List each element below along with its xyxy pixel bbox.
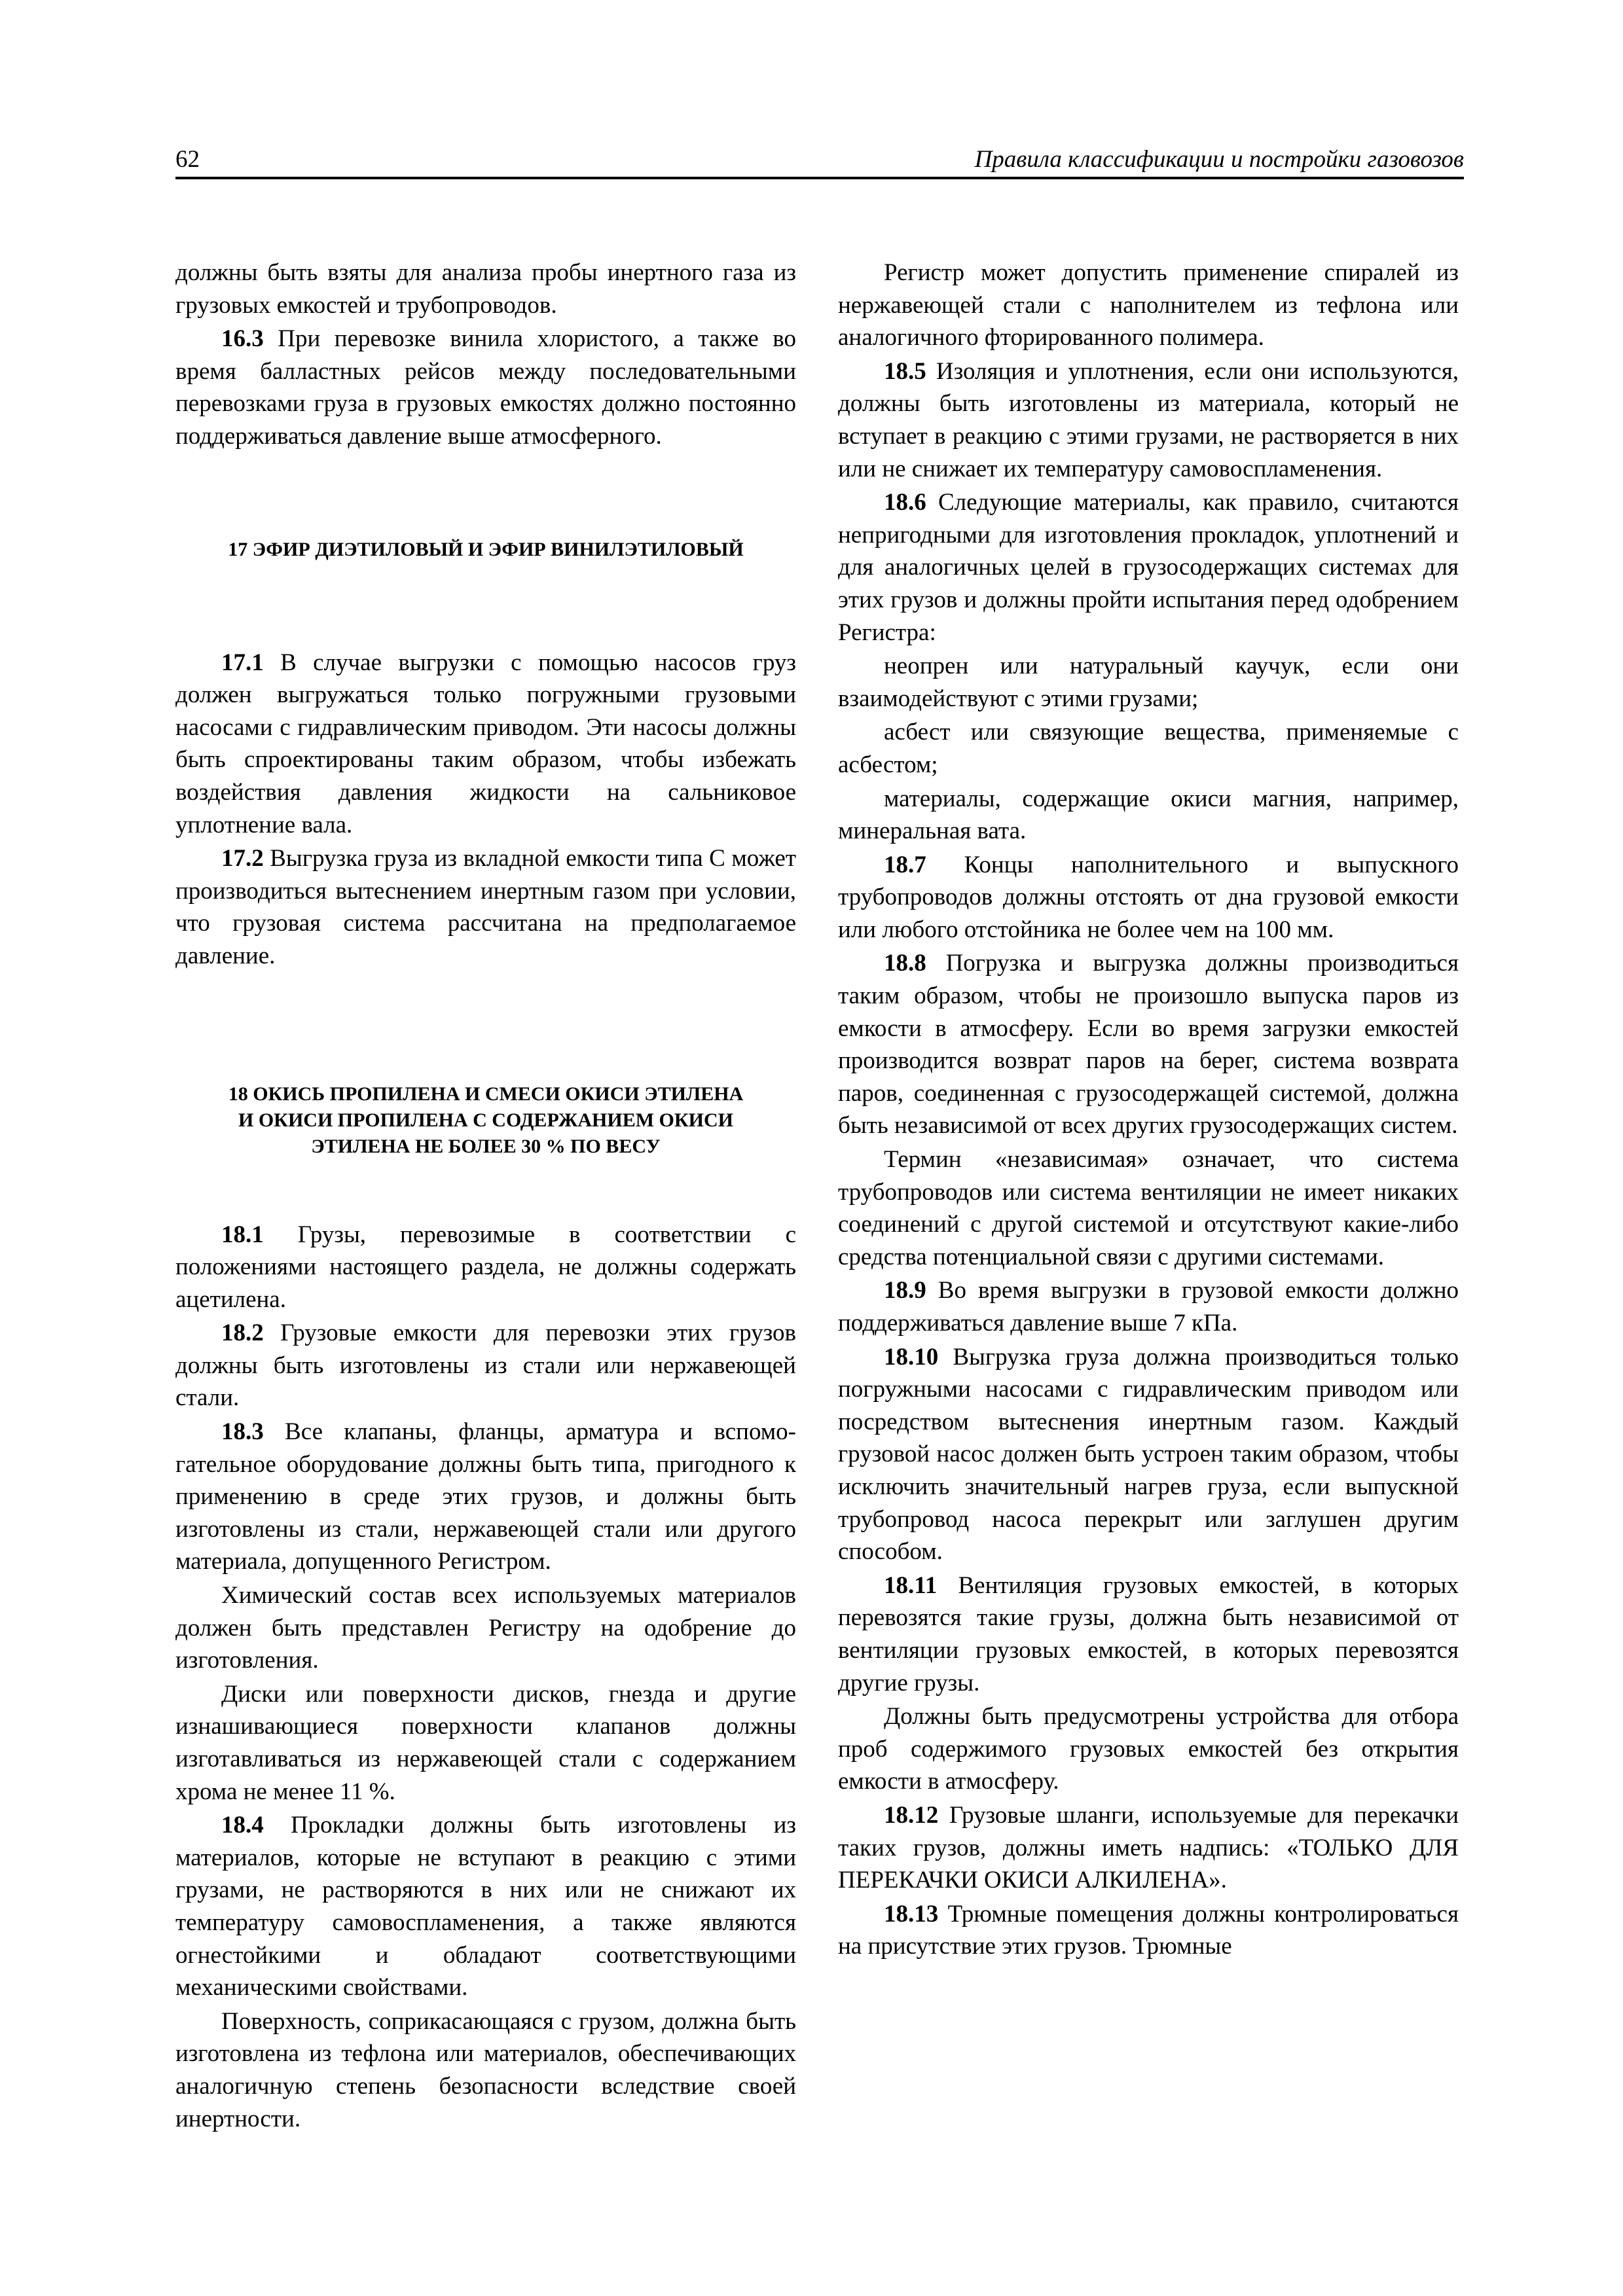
list-item: асбест или связующие вещества, применяемые с асбестом; [838,719,1459,778]
clause-text: При перевозке винила хлористого, а также во время балластных рейсов между последовательными перевозками груза в грузовых емкостях должно постоянно поддерживаться давление выше атмосферного. [175,325,796,450]
clause-number: 18.6 [884,489,926,516]
clause-number: 18.7 [884,851,926,878]
section-heading-17: 17 ЭФИР ДИЭТИЛОВЫЙ И ЭФИР ВИНИЛЭТИЛОВЫЙ [228,538,744,560]
clause-number: 18.9 [884,1277,926,1304]
clause-text: В случае выгрузки с помощью насосов груз должен выгружаться только погружными грузовыми насосами с гидравлическим приводом. Эти насосы должны быть спроектированы таким образом, чтобы избежать воздействия давления жидкости на сальниковое уплотнение вала. [175,649,796,838]
clause-text: Грузовые емкости для перевозки этих грузов должны быть изготовлены из стали или нержавеющей стали. [175,1319,796,1412]
paragraph-18-11 [838,1570,1459,1699]
clause-text: Прокладки должны быть изготовлены из материалов, которые не вступают в реакцию с этими грузами, не растворяются в них или не снижают их температуру самовоспламенения, а также являются огнестойкими и обладают соответствующими механическими свойствами. [175,1812,796,2001]
clause-number: 17.1 [221,649,264,676]
paragraph: Поверхность, соприкасающаяся с грузом, должна быть изготовлена из тефлона или материалов, обеспечивающих аналогичную степень безопасности вследствие своей инертности. [175,2007,796,2132]
clause-text: Вентиляция грузовых емкостей, в которых перевозятся такие грузы, должна быть независимой от вентиляции грузовых емкостей, в которых перевозятся другие грузы. [838,1571,1459,1696]
paragraph-16-3 [175,323,796,452]
paragraph-18-6 [838,486,1459,649]
paragraph: Термин «независимая» означает, что система трубопроводов или система вентиляции не имеет никаких соединений с другой системой и отсутствуют какие-либо средства потенциальной связи с другими системами. [838,1146,1459,1270]
page-number: 62 [175,146,200,173]
clause-text: Следующие материалы, как правило, считаются непригодными для изготовления прокладок, уплотнений и для аналогичных целей в грузосодержащих системах для этих грузов и должны пройти испытания перед одобрением Регистра: [838,489,1459,646]
paragraph-18-9 [838,1274,1459,1339]
paragraph-18-8 [838,947,1459,1142]
paragraph-18-7 [838,849,1459,946]
clause-text: Во время выгрузки в грузовой емкости должно поддерживаться давление выше 7 кПа. [838,1277,1459,1336]
list-item: неопрен или натуральный каучук, если они взаимодействуют с этими грузами; [838,653,1459,712]
paragraph-17-2 [175,842,796,972]
heading-line: ЭТИЛЕНА НЕ БОЛЕЕ 30 % ПО ВЕСУ [311,1135,661,1157]
clause-text: Трюмные помещения должны контролироваться на присутствие этих грузов. Трюмные [838,1900,1459,1960]
paragraph-18-12 [838,1799,1459,1897]
clause-number: 17.2 [221,845,264,872]
paragraph: Химический состав всех используемых материалов должен быть представлен Регистру на одобрение до изготовления. [175,1582,796,1674]
clause-text: Выгрузка груза должна производиться только погружными насосами с гидравлическим приводом или посредством вытеснения инертным газом. Каждый грузовой насос должен быть устроен таким образом, чтобы исключить значительный нагрев груза, если выпускной трубопровод насоса перекрыт или заглушен другим способом. [838,1343,1459,1566]
clause-number: 18.3 [221,1418,264,1446]
clause-number: 18.13 [884,1900,939,1928]
paragraph-18-2 [175,1317,796,1414]
heading-line: И ОКИСИ ПРОПИЛЕНА С СОДЕРЖАНИЕМ ОКИСИ [238,1109,733,1131]
clause-number: 18.4 [221,1812,264,1839]
clause-text: Грузовые шланги, используемые для перекачки таких грузов, должны иметь надпись: «ТОЛЬКО ДЛЯ ПЕРЕКАЧКИ ОКИСИ АЛКИЛЕНА». [838,1801,1459,1894]
clause-number: 18.11 [884,1571,938,1599]
section-heading-18 [175,1081,796,1160]
paragraph-18-13 [838,1898,1459,1963]
heading-line: 18 ОКИСЬ ПРОПИЛЕНА И СМЕСИ ОКИСИ ЭТИЛЕНА [228,1083,744,1105]
paragraph: должны быть взяты для анализа пробы инертного газа из грузовых емкостей и трубопроводов. [175,259,796,319]
clause-number: 18.10 [884,1343,939,1371]
paragraph: Должны быть предусмотрены устройства для отбора проб содержимого грузовых емкостей без открытия емкости в атмосферу. [838,1703,1459,1795]
clause-number: 18.2 [221,1319,264,1347]
list-item: материалы, содержащие окиси магния, например, минеральная вата. [838,785,1459,845]
clause-text: Изоляция и уплотнения, если они используются, должны быть изготовлены из материала, который не вступает в реакцию с этими грузами, не растворяется в них или не снижает их температуру самовоспламенения. [838,357,1459,482]
clause-number: 18.1 [221,1221,264,1248]
clause-number: 18.12 [884,1801,939,1829]
paragraph-18-5 [838,355,1459,485]
clause-text: Все клапаны, фланцы, арматура и вспомогательное оборудование должны быть типа, пригодного к применению в среде этих грузов, и должны быть изготовлены из стали, нержавеющей стали или другого материала, допущенного Регистром. [175,1418,796,1575]
paragraph: Регистр может допустить применение спиралей из нержавеющей стали с наполнителем из тефлона или аналогичного фторированного полимера. [838,259,1459,351]
clause-text: Грузы, перевозимые в соответствии с положениями настоящего раздела, не должны содержать ацетилена. [175,1221,796,1313]
running-title: Правила классификации и постройки газовозов [974,146,1464,173]
clause-text: Погрузка и выгрузка должны производиться таким образом, чтобы не произошло выпуска паров из емкости в атмосферу. Если во время загрузки емкостей производится возврат паров на берег, система возврата паров, соединенная с грузосодержащей системой, должна быть независимой от всех других грузосодержащих систем. [838,950,1459,1139]
right-column [838,257,1459,1964]
paragraph: Диски или поверхности дисков, гнезда и другие изнашивающиеся поверхности клапанов должны изготавливаться из нержавеющей стали с содержанием хрома не менее 11 %. [175,1680,796,1805]
paragraph-18-4 [175,1809,796,2004]
paragraph-17-1 [175,647,796,842]
left-column [175,257,796,2136]
clause-text: Выгрузка груза из вкладной емкости типа С может производиться вытеснением инертным газом при условии, что грузовая система рассчитана на предполагаемое давление. [175,845,796,969]
clause-number: 18.8 [884,950,926,977]
clause-number: 18.5 [884,357,926,385]
paragraph-18-1 [175,1219,796,1316]
clause-text: Концы наполнительного и выпускного трубопроводов должны отстоять от дна грузовой емкости или любого отстойника не более чем на 100 мм. [838,851,1459,943]
paragraph-18-10 [838,1341,1459,1568]
header-rule [175,177,1464,179]
paragraph-18-3 [175,1416,796,1578]
clause-number: 16.3 [221,325,264,353]
page-header [175,143,1464,177]
